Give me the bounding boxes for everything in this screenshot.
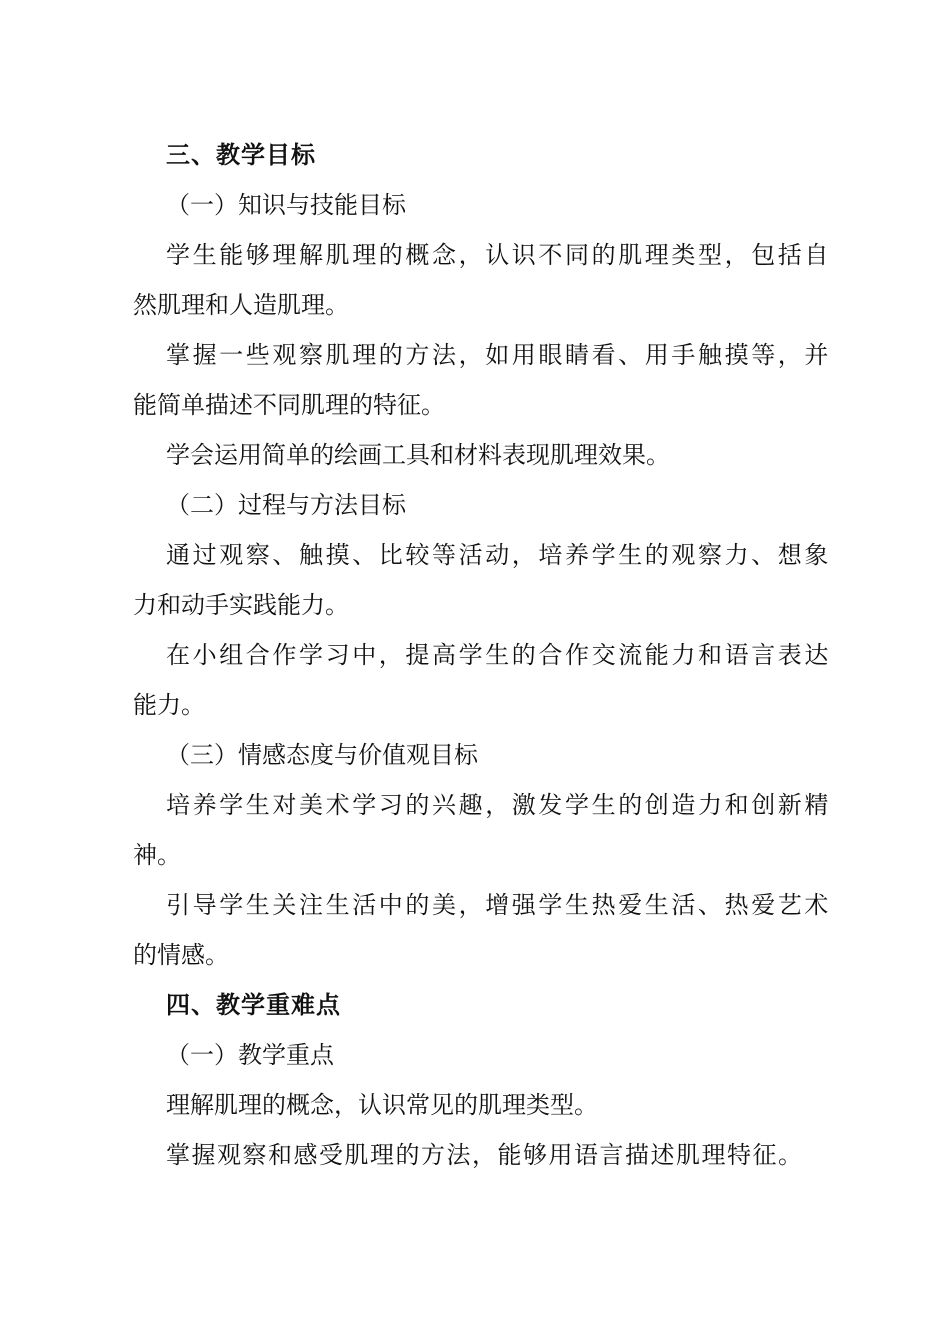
- paragraph-line: 能力。: [133, 691, 205, 719]
- subsection-title: （二）过程与方法目标: [166, 491, 406, 519]
- paragraph-line: 能简单描述不同肌理的特征。: [133, 391, 445, 419]
- paragraph-line: 引导学生关注生活中的美，增强学生热爱生活、热爱艺术: [166, 891, 831, 919]
- paragraph-line: 然肌理和人造肌理。: [133, 291, 349, 319]
- paragraph-line: 理解肌理的概念，认识常见的肌理类型。: [166, 1091, 598, 1119]
- paragraph-line: 培养学生对美术学习的兴趣，激发学生的创造力和创新精: [166, 791, 831, 819]
- paragraph-line: 学会运用简单的绘画工具和材料表现肌理效果。: [166, 441, 670, 469]
- paragraph-line: 在小组合作学习中，提高学生的合作交流能力和语言表达: [166, 641, 831, 669]
- paragraph-line: 掌握一些观察肌理的方法，如用眼睛看、用手触摸等，并: [166, 341, 831, 369]
- subsection-title: （三）情感态度与价值观目标: [166, 741, 478, 769]
- paragraph-line: 的情感。: [133, 941, 229, 969]
- paragraph-line: 通过观察、触摸、比较等活动，培养学生的观察力、想象: [166, 541, 831, 569]
- subsection-title: （一）知识与技能目标: [166, 191, 406, 219]
- paragraph-line: 学生能够理解肌理的概念，认识不同的肌理类型，包括自: [166, 241, 831, 269]
- subsection-title: （一）教学重点: [166, 1041, 334, 1069]
- paragraph-line: 掌握观察和感受肌理的方法，能够用语言描述肌理特征。: [166, 1141, 804, 1169]
- section-heading: 四、教学重难点: [166, 991, 341, 1019]
- paragraph-line: 力和动手实践能力。: [133, 591, 349, 619]
- paragraph-line: 神。: [133, 841, 181, 869]
- section-heading: 三、教学目标: [166, 141, 316, 169]
